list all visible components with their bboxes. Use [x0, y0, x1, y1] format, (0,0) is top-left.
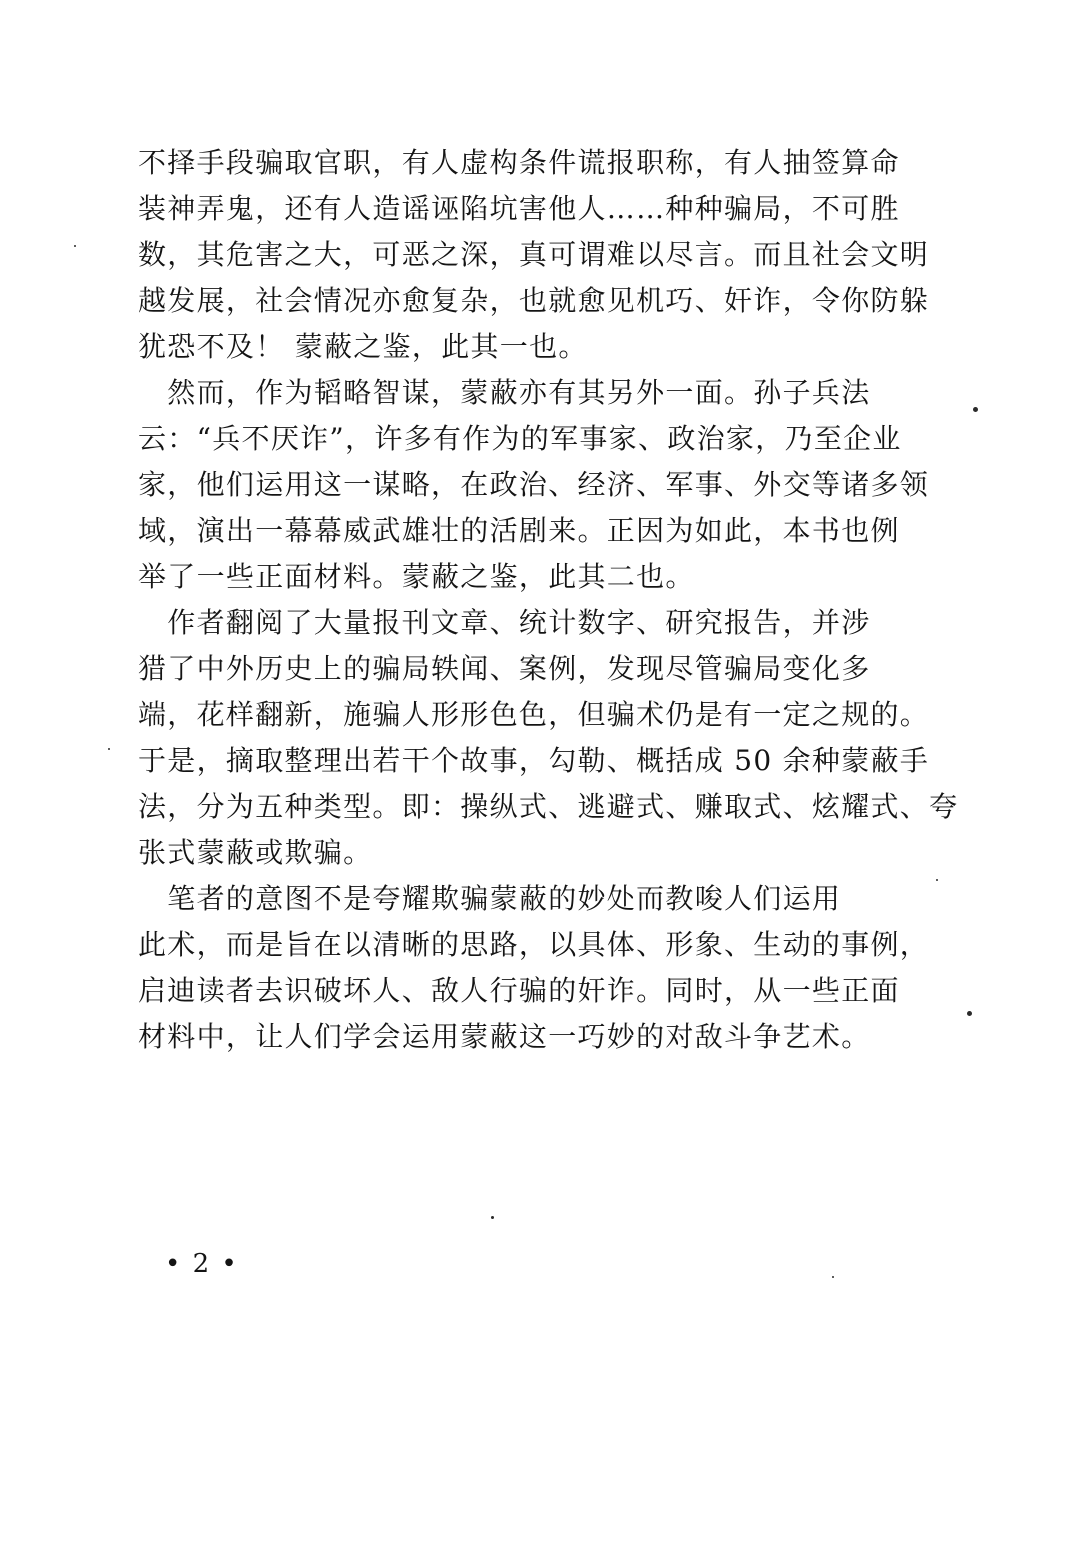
text-line: 装神弄鬼，还有人造谣诬陷坑害他人……种种骗局，不可胜	[138, 192, 900, 225]
text-line: 此术，而是旨在以清晰的思路，以具体、形象、生动的事例，	[138, 928, 930, 961]
text-line: 猎了中外历史上的骗局轶闻、案例，发现尽管骗局变化多	[138, 652, 871, 685]
text-line: 端，花样翻新，施骗人形形色色，但骗术仍是有一定之规的。	[138, 698, 930, 731]
text-line: 于是，摘取整理出若干个故事，勾勒、概括成 50 余种蒙蔽手	[138, 744, 930, 777]
text-line: 法，分为五种类型。即：操纵式、逃避式、赚取式、炫耀式、夸	[138, 790, 959, 823]
text-line: 材料中，让人们学会运用蒙蔽这一巧妙的对敌斗争艺术。	[138, 1020, 871, 1053]
text-line: 越发展，社会情况亦愈复杂，也就愈见机巧、奸诈，令你防躲	[138, 284, 930, 317]
text-line: 犹恐不及！ 蒙蔽之鉴，此其一也。	[138, 330, 588, 363]
paragraph-2	[138, 370, 930, 600]
scan-speck	[936, 879, 938, 881]
scan-speck	[973, 407, 978, 412]
text-line: 家，他们运用这一谋略，在政治、经济、军事、外交等诸多领	[138, 468, 930, 501]
body-text	[138, 140, 959, 1060]
scan-speck	[74, 245, 76, 247]
text-line: 作者翻阅了大量报刊文章、统计数字、研究报告，并涉	[138, 606, 871, 639]
paragraph-4	[138, 876, 930, 1060]
paragraph-1	[138, 140, 930, 370]
page-number: • 2 •	[165, 1249, 239, 1279]
text-line: 域，演出一幕幕威武雄壮的活剧来。正因为如此，本书也例	[138, 514, 900, 547]
paragraph-3	[138, 600, 959, 876]
text-line: 举了一些正面材料。蒙蔽之鉴，此其二也。	[138, 560, 695, 593]
scan-speck	[832, 1276, 834, 1278]
text-line: 启迪读者去识破坏人、敌人行骗的奸诈。同时，从一些正面	[138, 974, 900, 1007]
text-line: 然而，作为韬略智谋，蒙蔽亦有其另外一面。孙子兵法	[138, 376, 871, 409]
text-line: 张式蒙蔽或欺骗。	[138, 836, 373, 869]
text-line: 不择手段骗取官职，有人虚构条件谎报职称，有人抽签算命	[138, 146, 900, 179]
text-line: 数，其危害之大，可恶之深，真可谓难以尽言。而且社会文明	[138, 238, 930, 271]
scan-speck	[108, 748, 110, 750]
text-line: 云：“兵不厌诈”，许多有作为的军事家、政治家，乃至企业	[138, 422, 902, 455]
text-line: 笔者的意图不是夸耀欺骗蒙蔽的妙处而教唆人们运用	[138, 882, 842, 915]
scan-speck	[967, 1011, 972, 1016]
scan-speck	[491, 1216, 494, 1219]
